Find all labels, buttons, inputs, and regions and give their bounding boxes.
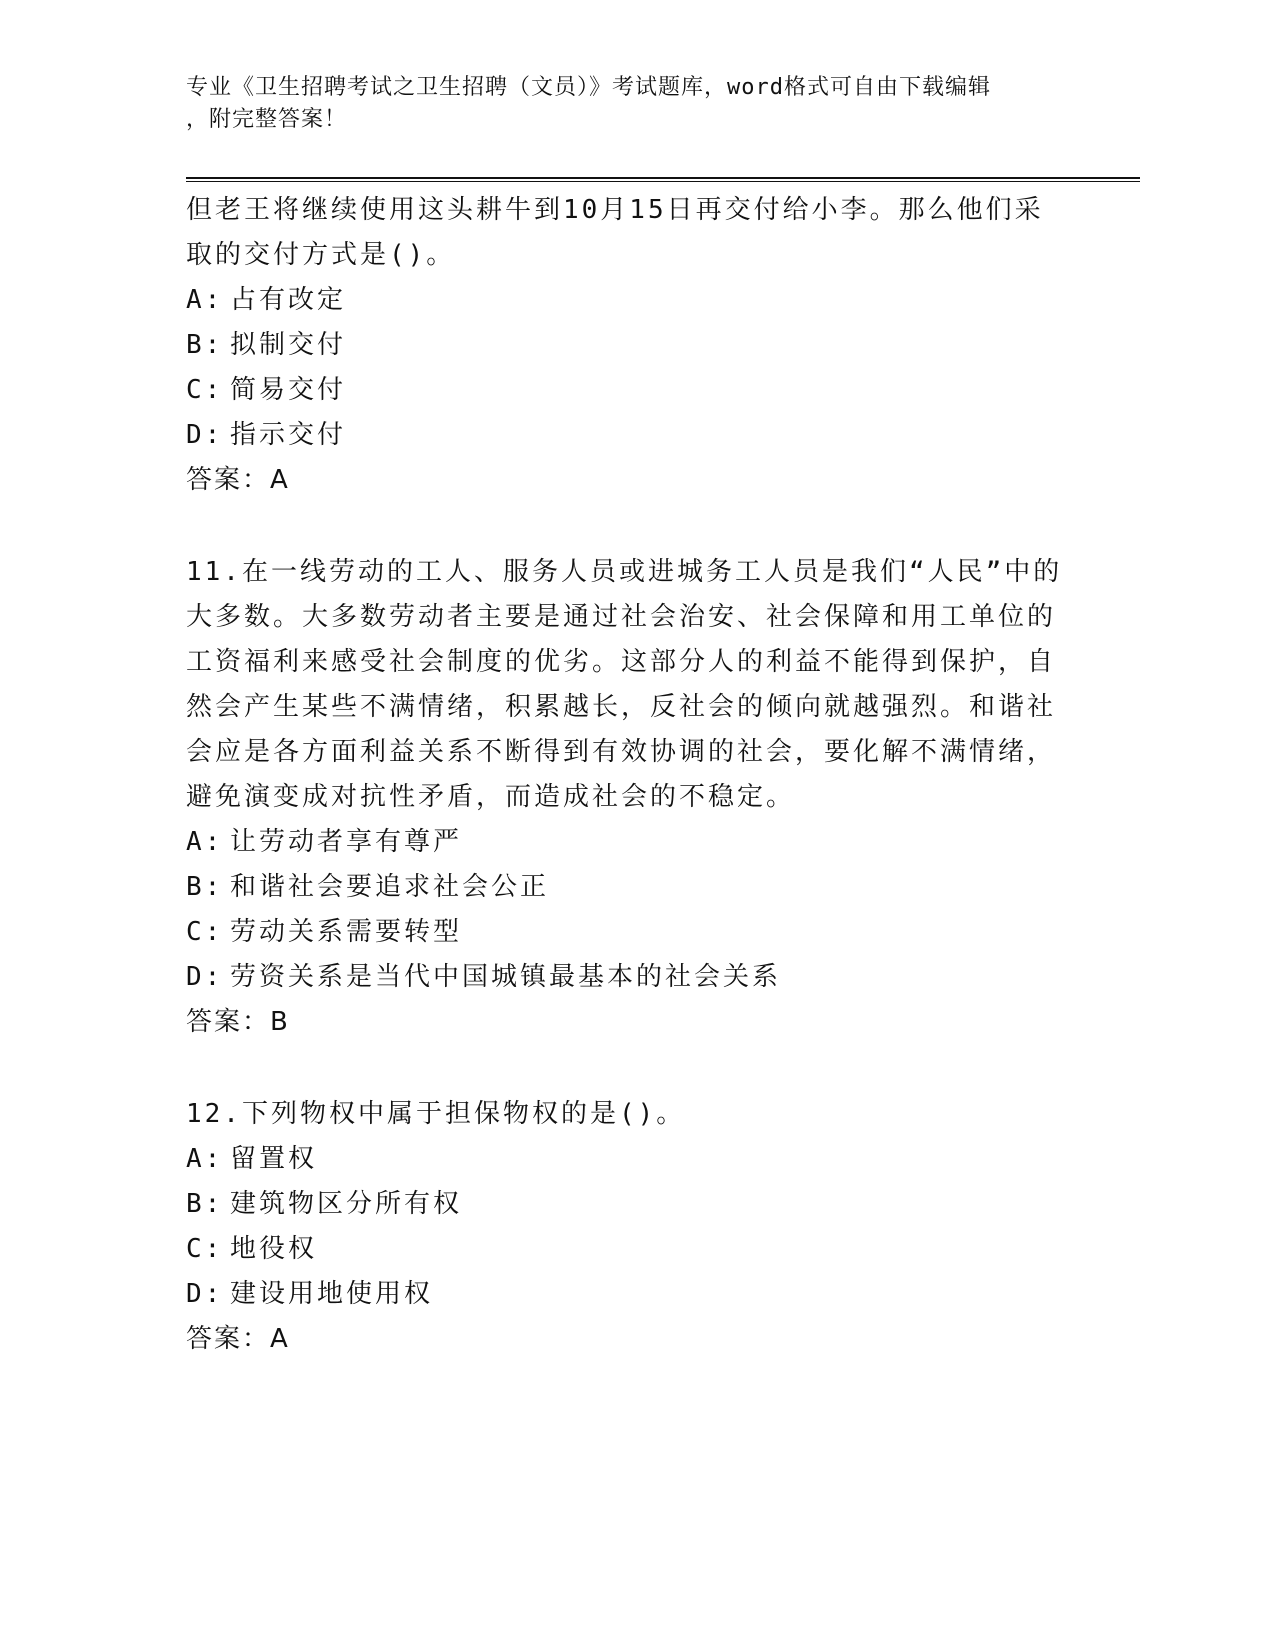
option-text: 地役权 <box>230 1234 318 1264</box>
option-a <box>186 278 1066 323</box>
option-letter: D: <box>186 962 224 992</box>
option-letter: D: <box>186 1279 224 1309</box>
question-11 <box>186 550 1066 1045</box>
question-stem-line: 避免演变成对抗性矛盾，而造成社会的不稳定。 <box>186 782 796 812</box>
option-text: 让劳动者享有尊严 <box>230 827 463 857</box>
question-stem-line: 但老王将继续使用这头耕牛到10月15日再交付给小李。那么他们采 <box>186 195 1044 225</box>
option-c <box>186 1227 1066 1272</box>
option-text: 留置权 <box>230 1144 318 1174</box>
question-stem-line: 大多数。大多数劳动者主要是通过社会治安、社会保障和用工单位的 <box>186 602 1057 632</box>
option-c <box>186 910 1066 955</box>
option-text: 拟制交付 <box>230 330 347 360</box>
question-stem-line: 12.下列物权中属于担保物权的是()。 <box>186 1099 686 1129</box>
option-d <box>186 1272 1066 1317</box>
option-text: 劳动关系需要转型 <box>230 917 463 947</box>
header-title-line-2: ，附完整答案！ <box>186 107 348 132</box>
option-text: 劳资关系是当代中国城镇最基本的社会关系 <box>230 962 782 992</box>
option-text: 指示交付 <box>230 420 347 450</box>
option-letter: D: <box>186 420 224 450</box>
option-letter: C: <box>186 1234 224 1264</box>
option-d <box>186 413 1066 458</box>
option-text: 建筑物区分所有权 <box>230 1189 463 1219</box>
option-letter: C: <box>186 917 224 947</box>
option-c <box>186 368 1066 413</box>
option-letter: B: <box>186 330 224 360</box>
answer-line: 答案：A <box>186 1324 290 1354</box>
question-stem-line: 取的交付方式是()。 <box>186 240 456 270</box>
option-text: 和谐社会要追求社会公正 <box>230 872 550 902</box>
question-stem-line: 11.在一线劳动的工人、服务人员或进城务工人员是我们“人民”中的 <box>186 557 1063 587</box>
option-letter: C: <box>186 375 224 405</box>
question-10 <box>186 188 1066 503</box>
question-list <box>186 188 1066 1362</box>
header-title-line-1: 专业《卫生招聘考试之卫生招聘（文员）》考试题库，word格式可自由下载编辑 <box>186 75 991 100</box>
question-stem-line: 工资福利来感受社会制度的优劣。这部分人的利益不能得到保护，自 <box>186 647 1057 677</box>
option-letter: A: <box>186 1144 224 1174</box>
option-b <box>186 865 1066 910</box>
option-letter: B: <box>186 872 224 902</box>
option-b <box>186 323 1066 368</box>
option-a <box>186 1137 1066 1182</box>
question-stem-line: 会应是各方面利益关系不断得到有效协调的社会，要化解不满情绪， <box>186 737 1057 767</box>
header-divider <box>186 177 1140 182</box>
question-12 <box>186 1092 1066 1362</box>
option-letter: B: <box>186 1189 224 1219</box>
option-text: 建设用地使用权 <box>230 1279 434 1309</box>
page-header <box>186 72 1066 136</box>
option-b <box>186 1182 1066 1227</box>
option-a <box>186 820 1066 865</box>
option-text: 简易交付 <box>230 375 347 405</box>
option-text: 占有改定 <box>230 285 347 315</box>
question-spacer <box>186 503 1066 550</box>
question-stem-line: 然会产生某些不满情绪，积累越长，反社会的倾向就越强烈。和谐社 <box>186 692 1057 722</box>
answer-line: 答案：B <box>186 1007 290 1037</box>
answer-line: 答案：A <box>186 465 290 495</box>
option-d <box>186 955 1066 1000</box>
option-letter: A: <box>186 285 224 315</box>
option-letter: A: <box>186 827 224 857</box>
question-spacer <box>186 1045 1066 1092</box>
